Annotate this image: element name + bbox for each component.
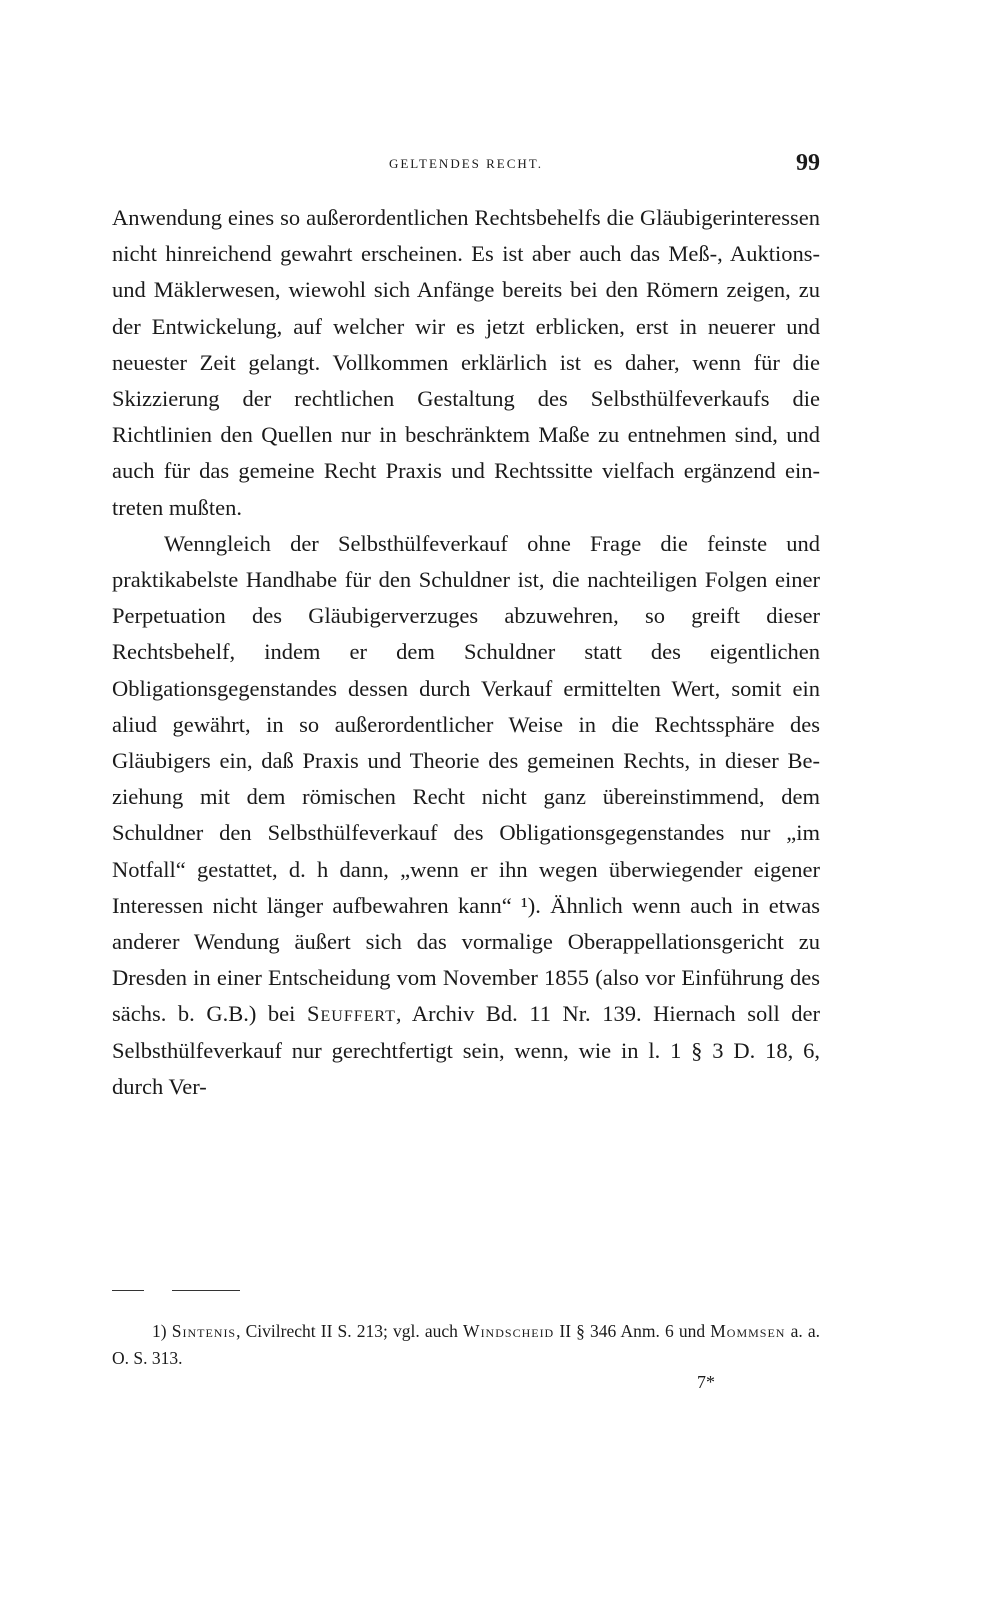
author-seuffert: Seuffert bbox=[306, 1001, 396, 1027]
footnote-text-a: , Civilrecht II S. 213; vgl. auch bbox=[236, 1321, 458, 1341]
footnote-text-b: II § 346 Anm. 6 und bbox=[559, 1321, 706, 1341]
running-title: GELTENDES RECHT. bbox=[388, 156, 544, 171]
signature-mark: 7* bbox=[697, 1372, 715, 1392]
footnotes bbox=[112, 1318, 820, 1372]
author-windscheid: Windscheid bbox=[463, 1321, 555, 1341]
footnote-rule-segment bbox=[112, 1290, 144, 1291]
running-head bbox=[112, 150, 820, 180]
footnote-rule bbox=[112, 1290, 240, 1292]
page-number: 99 bbox=[796, 150, 820, 176]
paragraph-2-text-b: , Archiv Bd. 11 Nr. 139. Hiernach soll der Selbsthülfeverkauf nur gerechtfertigt sein, wenn, wie in l. 1 § 3 D. 18, 6, durch Ver- bbox=[112, 1001, 820, 1099]
paragraph-2-text-a: Wenngleich der Selbsthülfeverkauf ohne Frage die feinste und praktikabelste Handhabe für den Schuldner ist, die nachteiligen Folgen einer Perpetuation des Gläubigerverzuges abzuwehren, so greift dieser Rechtsbehelf, indem er dem Schuldner statt des eigentlichen Obligationsgegenstandes dessen durch Verkauf ermittelten Wert, somit ein aliud gewährt, in so außerordentlicher Weise in die Rechtssphäre des Gläubigers ein, daß Praxis und Theorie des gemeinen Rechts, in dieser Beziehung mit dem römischen Recht nicht ganz übereinstimmend, dem Schuldner den Selbsthülfeverkauf des Obligationsgegenstandes nur „im Notfall“ gestattet, d. h dann, „wenn er ihn wegen überwiegender eigener Interessen nicht länger aufbewahren kann“ ¹). Ähnlich wenn auch in etwas anderer Wendung äußert sich das vormalige Oberappellationsgericht zu Dresden in einer Entscheidung vom November 1855 (also vor Einführung des sächs. b. G.B.) bei bbox=[112, 530, 820, 1027]
author-sintenis: Sintenis bbox=[171, 1321, 237, 1341]
footnote-marker: 1) bbox=[152, 1321, 167, 1341]
footnote-text-c: a. a. O. S. 313. bbox=[112, 1321, 821, 1368]
footnote-rule-segment bbox=[172, 1290, 240, 1291]
footnote-1 bbox=[112, 1318, 820, 1372]
paragraph-1: Anwendung eines so außerordentlichen Rechtsbehelfs die Gläubigerinteressen nicht hinreichend gewahrt erscheinen. Es ist aber auch das Meß-, Auktions- und Mäklerwesen, wiewohl sich Anfänge bereits bei den Römern zeigen, zu der Entwickelung, auf welcher wir es jetzt erblicken, erst in neuerer und neuester Zeit gelangt. Vollkommen erklärlich ist es daher, wenn für die Skizzierung der rechtlichen Gestaltung des Selbsthülfeverkaufs die Richtlinien den Quellen nur in beschränktem Maße zu entnehmen sind, und auch für das gemeine Recht Praxis und Rechtssitte vielfach ergänzend eintreten mußten. bbox=[112, 205, 820, 520]
body-text bbox=[112, 200, 820, 1105]
paragraph-2 bbox=[112, 526, 820, 1105]
author-mommsen: Mommsen bbox=[710, 1321, 786, 1341]
